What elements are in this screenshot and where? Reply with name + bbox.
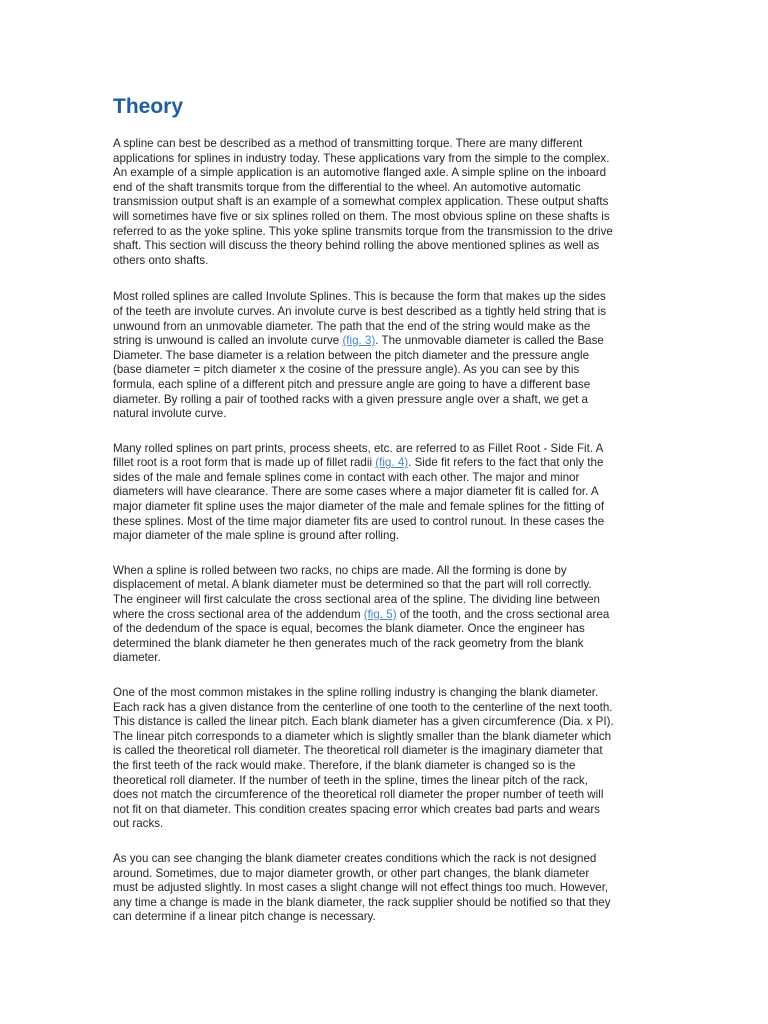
text-segment: . The unmovable diameter is called the Base — [375, 334, 604, 348]
text-line: out racks. — [113, 817, 164, 831]
text-line: sides of the male and female splines come in contact with each other. The major and minor — [113, 470, 580, 484]
paragraph — [113, 137, 673, 268]
text-line: shaft. This section will discuss the theory behind rolling the above mentioned splines as well as — [113, 239, 600, 253]
text-line: any time a change is made in the blank diameter, the rack supplier should be notified so that they — [113, 895, 611, 909]
text-line: diameter. — [113, 651, 161, 665]
text-line: A spline can best be described as a method of transmitting torque. There are many different — [113, 137, 583, 150]
text-line: is called the theoretical roll diameter. The theoretical roll diameter is the imaginary diameter that — [113, 744, 603, 758]
paragraph — [113, 852, 673, 925]
text-line: diameter. By rolling a pair of toothed racks with a given pressure angle over a shaft, we get a — [113, 392, 588, 406]
text-line — [113, 456, 673, 471]
text-line: applications for splines in industry today. These applications vary from the simple to the complex. — [113, 151, 610, 165]
text-line: can determine if a linear pitch change is necessary. — [113, 910, 376, 924]
text-line: major diameter of the male spline is ground after rolling. — [113, 529, 400, 543]
text-line: Diameter. The base diameter is a relation between the pitch diameter and the pressure angle — [113, 348, 590, 362]
text-line: An example of a simple application is an automotive flanged axle. A simple spline on the inboard — [113, 166, 607, 180]
page-title: Theory — [113, 95, 184, 118]
paragraph — [113, 686, 673, 832]
text-line: does not match the circumference of the theoretical roll diameter the proper number of teeth will — [113, 788, 604, 802]
text-line: displacement of metal. A blank diameter must be determined so that the part will roll correctly. — [113, 578, 592, 592]
text-line: The engineer will first calculate the cross sectional area of the spline. The dividing line between — [113, 593, 600, 607]
text-line — [113, 334, 673, 349]
text-line: others onto shafts. — [113, 253, 209, 267]
text-line: transmission output shaft is an example of a somewhat complex application. These output shafts — [113, 195, 609, 209]
paragraph — [113, 442, 673, 544]
text-line: of the teeth are involute curves. An involute curve is best described as a tightly held string that is — [113, 304, 607, 318]
text-line: must be adjusted slightly. In most cases a slight change will not effect things too much. However, — [113, 881, 609, 895]
text-line: diameters will have clearance. There are some cases where a major diameter fit is called for. A — [113, 485, 599, 499]
text-line: (base diameter = pitch diameter x the cosine of the pressure angle). As you can see by this — [113, 363, 580, 377]
text-line: theoretical roll diameter. If the number of teeth in the spline, times the linear pitch of the rack, — [113, 773, 588, 787]
text-line: end of the shaft transmits torque from the differential to the wheel. An automotive automatic — [113, 180, 581, 194]
text-line: determined the blank diameter he then generates much of the rack geometry from the blank — [113, 636, 584, 650]
text-line: these splines. Most of the time major diameter fits are used to control runout. In these cases the — [113, 514, 605, 528]
article-body — [113, 137, 673, 941]
text-line: formula, each spline of a different pitch and pressure angle are going to have a different base — [113, 377, 591, 391]
figure-link[interactable]: (fig. 3) — [342, 334, 376, 348]
text-line: This distance is called the linear pitch. Each blank diameter has a given circumference (Dia. x PI). — [113, 715, 614, 729]
text-line: natural involute curve. — [113, 407, 227, 421]
text-line: When a spline is rolled between two racks, no chips are made. All the forming is done by — [113, 563, 567, 577]
figure-link[interactable]: (fig. 5) — [363, 607, 397, 621]
text-segment: of the tooth, and the cross sectional area — [396, 607, 610, 621]
text-line: unwound from an unmovable diameter. The path that the end of the string would make as the — [113, 319, 591, 333]
text-line: referred to as the yoke spline. This yoke spline transmits torque from the transmission to the drive — [113, 224, 613, 238]
text-segment: where the cross sectional area of the addendum — [113, 607, 364, 621]
text-line: The linear pitch corresponds to a diameter which is slightly smaller than the blank diameter which — [113, 729, 612, 743]
text-line: will sometimes have five or six splines rolled on them. The most obvious spline on these shafts is — [113, 209, 610, 223]
text-line: of the dedendum of the space is equal, becomes the blank diameter. Once the engineer has — [113, 622, 585, 636]
text-line: As you can see changing the blank diameter creates conditions which the rack is not designed — [113, 851, 597, 865]
paragraph — [113, 290, 673, 421]
text-line: around. Sometimes, due to major diameter growth, or other part changes, the blank diameter — [113, 866, 590, 880]
text-line: Each rack has a given distance from the centerline of one tooth to the centerline of the next tooth. — [113, 700, 613, 714]
text-segment: string is unwound is called an involute curve — [113, 334, 343, 348]
text-segment: . Side fit refers to the fact that only the — [408, 456, 604, 470]
text-line: Most rolled splines are called Involute Splines. This is because the form that makes up the sides — [113, 290, 606, 304]
figure-link[interactable]: (fig. 4) — [375, 456, 409, 470]
text-line: major diameter fit spline uses the major diameter of the male and female splines for the fitting of — [113, 500, 605, 514]
text-line: the first teeth of the rack would make. Therefore, if the blank diameter is changed so is the — [113, 758, 576, 772]
text-line: One of the most common mistakes in the spline rolling industry is changing the blank diameter. — [113, 686, 599, 699]
text-line: not fit on that diameter. This condition creates spacing error which creates bad parts and wears — [113, 802, 600, 816]
paragraph — [113, 564, 673, 666]
text-line — [113, 608, 673, 623]
text-line: Many rolled splines on part prints, process sheets, etc. are referred to as Fillet Root - Side Fit. A — [113, 441, 604, 455]
text-segment: fillet root is a root form that is made up of fillet radii — [113, 456, 376, 470]
